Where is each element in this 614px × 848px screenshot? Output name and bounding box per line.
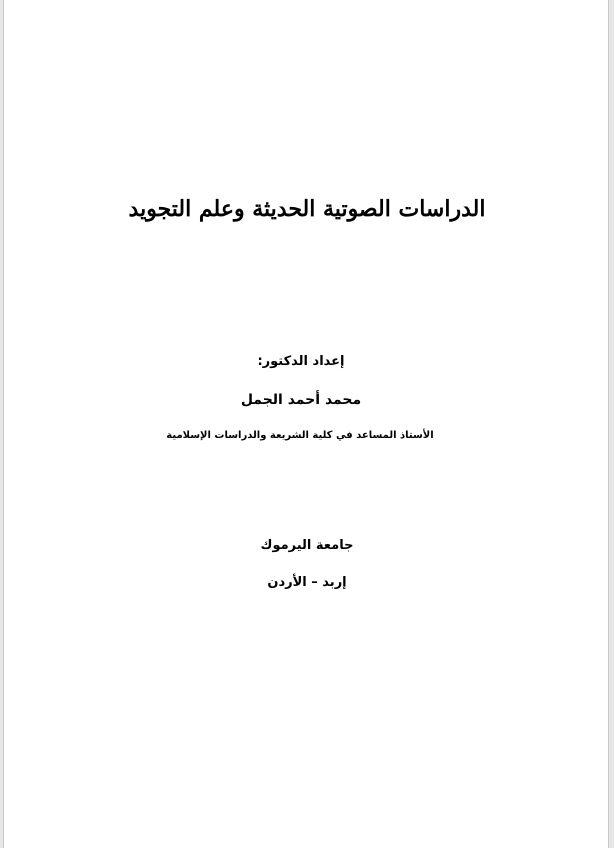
university-name: جامعة اليرموك (260, 538, 354, 553)
document-page (3, 0, 609, 848)
author-position: الأستاذ المساعد في كلية الشريعة والدراسات الإسلامية (166, 430, 434, 441)
prepared-by-label: إعداد الدكتور: (257, 354, 345, 369)
location: إربد – الأردن (267, 575, 347, 590)
author-name: محمد أحمد الجمل (240, 392, 362, 408)
document-title: الدراسات الصوتية الحديثة وعلم التجويد (128, 196, 486, 222)
